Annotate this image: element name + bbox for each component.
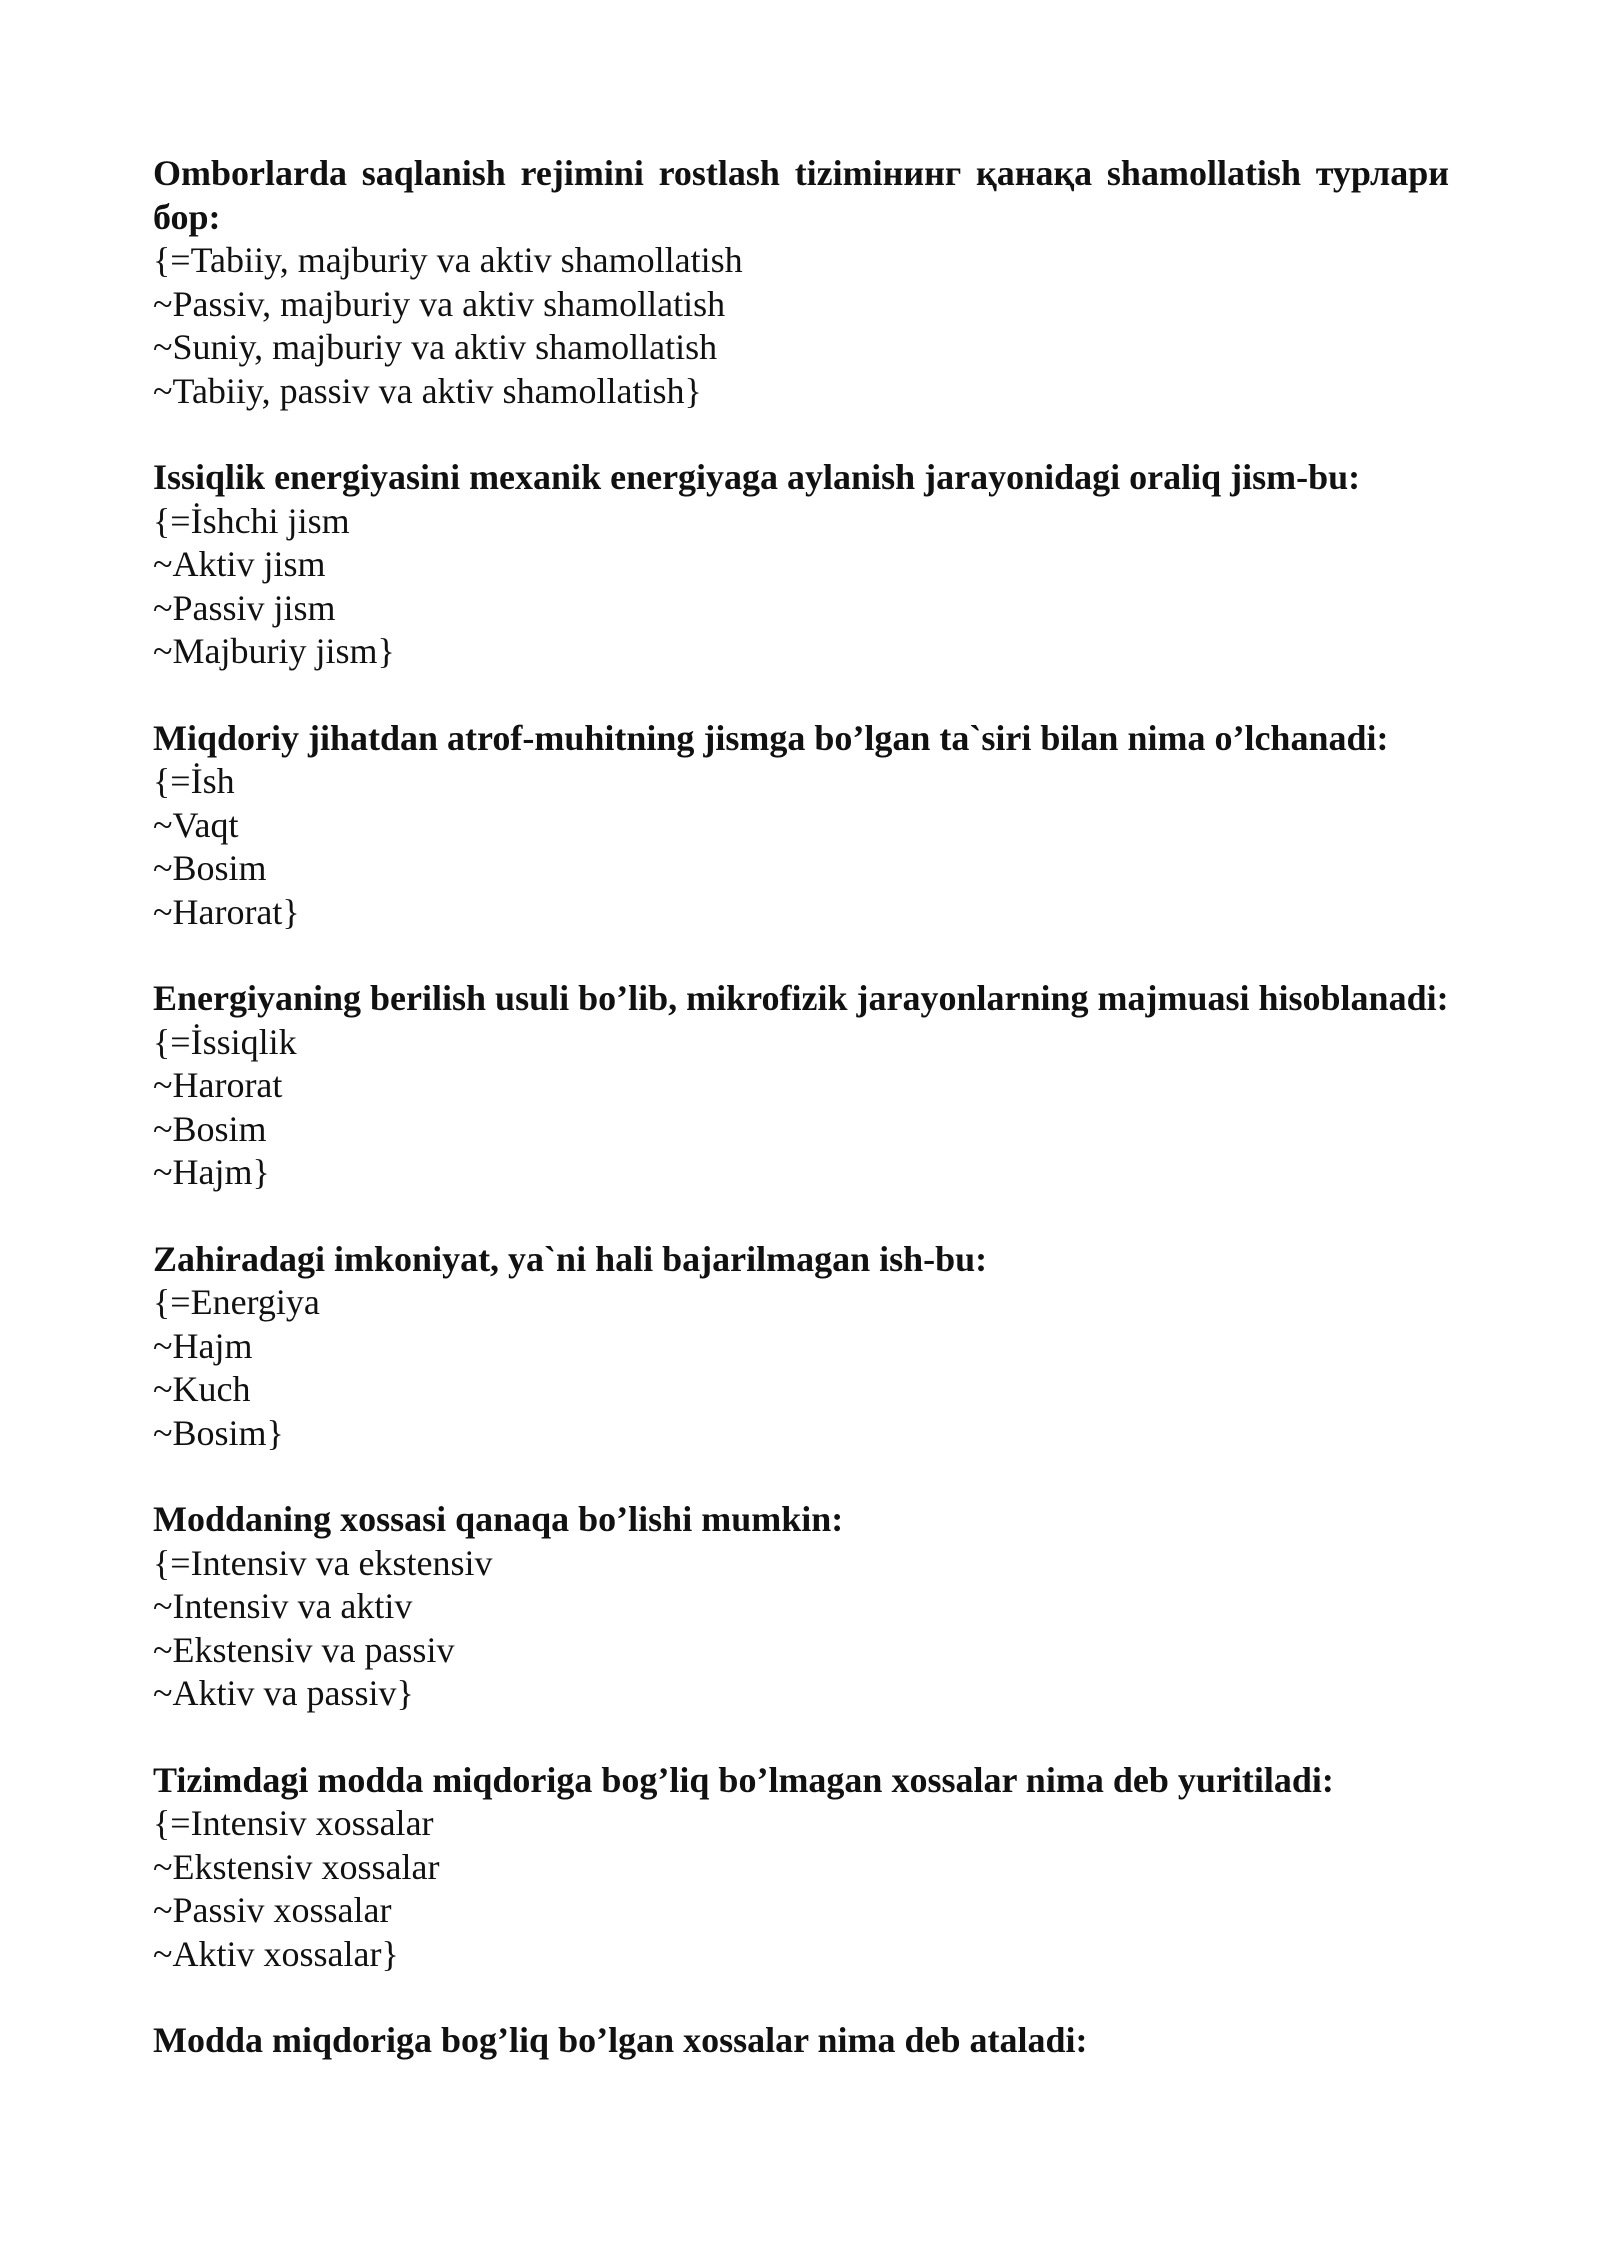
answer-option: ~Harorat — [153, 1065, 283, 1105]
answer-option: ~Passiv xossalar — [153, 1890, 392, 1930]
answer-option: ~Hajm — [153, 1325, 253, 1366]
answer-option: {=Intensiv xossalar — [153, 1803, 434, 1843]
answer-option: ~Passiv, majburiy va aktiv shamollatish — [153, 283, 726, 324]
answer-option: {=İsh — [153, 761, 235, 801]
answer-option: ~Aktiv jism — [153, 544, 326, 584]
answer-option: {=Tabiiy, majburiy va aktiv shamollatish — [153, 240, 743, 280]
question-title: Tizimdagi modda miqdoriga bog’liq bo’lmagan xossalar nima deb yuritiladi: — [153, 1759, 1334, 1800]
answer-option: ~Bosim — [153, 848, 267, 888]
answer-option: ~Aktiv xossalar} — [153, 1933, 399, 1974]
answer-option: ~Aktiv va passiv} — [153, 1673, 414, 1713]
question-block — [153, 152, 1449, 413]
answer-option: {=İssiqlik — [153, 1021, 297, 1062]
question-block — [153, 977, 1449, 1195]
answer-option: ~Ekstensiv va passiv — [153, 1629, 455, 1670]
answer-option: {=Intensiv va ekstensiv — [153, 1542, 493, 1583]
question-title: Omborlarda saqlanish rejimini rostlash tizimiнинг қанақа shamollatish турлари бор: — [153, 153, 1449, 237]
question-block — [153, 2019, 1449, 2063]
question-title: Modda miqdoriga bog’liq bo’lgan xossalar nima deb ataladi: — [153, 2020, 1088, 2060]
question-block — [153, 456, 1449, 674]
answer-option: ~Bosim} — [153, 1412, 284, 1453]
question-block — [153, 1759, 1449, 1977]
question-block — [153, 717, 1449, 935]
question-title: Miqdoriy jihatdan atrof-muhitning jismga bo’lgan ta`siri bilan nima o’lchanadi: — [153, 717, 1389, 758]
answer-option: {=Energiya — [153, 1282, 320, 1322]
answer-option: ~Passiv jism — [153, 587, 336, 628]
answer-option: ~Intensiv va aktiv — [153, 1586, 413, 1626]
answer-option: ~Harorat} — [153, 891, 300, 932]
answer-option: ~Tabiiy, passiv va aktiv shamollatish} — [153, 370, 702, 411]
question-block — [153, 1498, 1449, 1716]
question-title: Energiyaning berilish usuli bo’lib, mikrofizik jarayonlarning majmuasi hisoblanadi: — [153, 978, 1449, 1018]
answer-option: ~Majburiy jism} — [153, 631, 395, 671]
answer-option: {=İshchi jism — [153, 500, 350, 541]
answer-option: ~Hajm} — [153, 1152, 270, 1192]
answer-option: ~Kuch — [153, 1369, 251, 1409]
answer-option: ~Ekstensiv xossalar — [153, 1846, 440, 1887]
question-title: Issiqlik energiyasini mexanik energiyaga aylanish jarayonidagi oraliq jism-bu: — [153, 457, 1361, 497]
answer-option: ~Suniy, majburiy va aktiv shamollatish — [153, 327, 718, 367]
question-title: Moddaning xossasi qanaqa bo’lishi mumkin: — [153, 1499, 844, 1539]
answer-option: ~Vaqt — [153, 804, 239, 845]
document-page — [153, 152, 1449, 2106]
question-title: Zahiradagi imkoniyat, ya`ni hali bajarilmagan ish-bu: — [153, 1238, 988, 1279]
answer-option: ~Bosim — [153, 1108, 267, 1149]
question-block — [153, 1238, 1449, 1456]
